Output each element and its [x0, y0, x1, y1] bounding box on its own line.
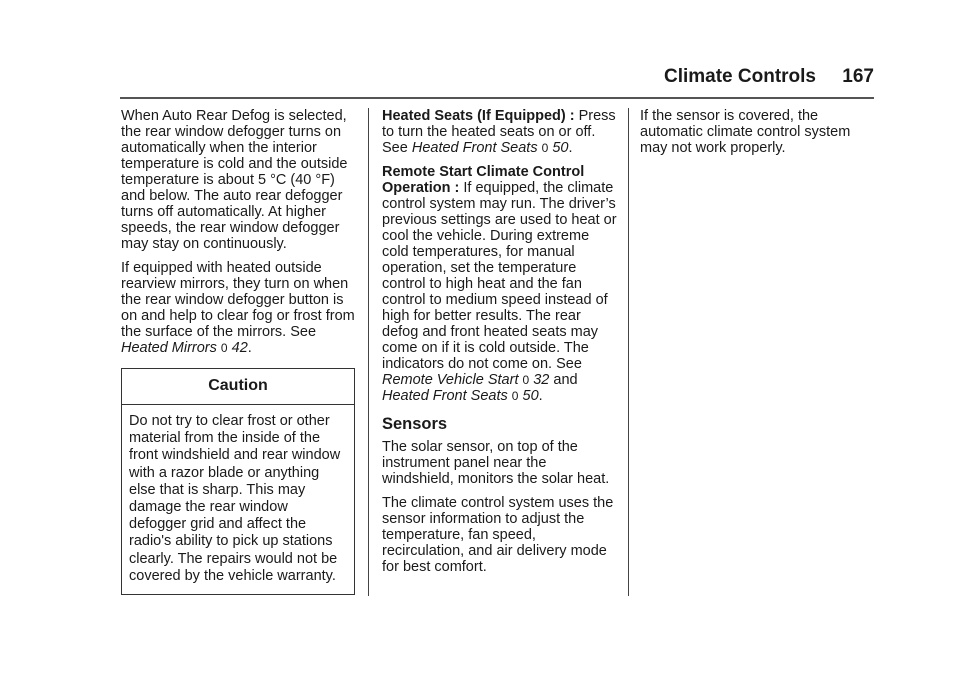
page-ref-icon: 0 — [511, 389, 519, 403]
column-left — [121, 108, 357, 595]
column-right — [640, 108, 876, 164]
remote-start-title: Remote Start Climate Control Operation : — [382, 164, 585, 196]
column-divider — [628, 108, 629, 596]
page-ref-icon: 0 — [522, 373, 530, 387]
page-header — [0, 66, 960, 96]
heated-mirrors-text: If equipped with heated outside rearview mirrors, they turn on when the rear window defogger button is on and help to clear fog or frost from the surface of the mirrors. See — [121, 260, 355, 340]
section-title: Climate Controls — [663, 66, 816, 87]
period: . — [568, 140, 573, 156]
page-number: 167 — [842, 66, 874, 87]
page-ref-icon: 0 — [541, 141, 549, 155]
heated-front-seats-page[interactable]: 50 — [552, 140, 569, 156]
caution-box — [121, 368, 355, 595]
heated-front-seats-link[interactable]: Heated Front Seats — [411, 140, 538, 156]
sensor-info-paragraph: The climate control system uses the sensor information to adjust the temperature, fan speed, recirculation, and air delivery mode for best comfort. — [382, 495, 614, 575]
period: . — [247, 340, 252, 356]
heated-seats-text: Press to turn the heated seats on or off. See — [382, 108, 616, 156]
period: . — [538, 388, 543, 404]
remote-start-paragraph — [382, 164, 618, 404]
caution-title: Caution — [122, 369, 354, 405]
heated-mirrors-page[interactable]: 42 — [231, 340, 248, 356]
caution-body: Do not try to clear frost or other material from the inside of the front windshield and rear window with a razor blade or anything else that is sharp. This may damage the rear window defogger grid and affect the radio's ability to pick up stations clearly. The repairs would not be covered by the vehicle warranty. — [129, 413, 341, 584]
heated-seats-title: Heated Seats (If Equipped) : — [382, 108, 575, 124]
sensors-heading: Sensors — [382, 415, 448, 433]
heated-seats-paragraph — [382, 108, 618, 156]
and-text: and — [553, 372, 578, 388]
header-rule — [120, 97, 874, 99]
heated-front-seats-link-2[interactable]: Heated Front Seats — [382, 388, 508, 404]
heated-mirrors-paragraph — [121, 260, 357, 356]
column-divider — [368, 108, 369, 596]
page-ref-icon: 0 — [220, 341, 228, 355]
heated-mirrors-link[interactable]: Heated Mirrors — [121, 340, 217, 356]
solar-sensor-paragraph: The solar sensor, on top of the instrument panel near the windshield, monitors the solar heat. — [382, 439, 610, 487]
remote-vehicle-start-link[interactable]: Remote Vehicle Start — [382, 372, 519, 388]
sensor-covered-paragraph: If the sensor is covered, the automatic climate control system may not work properly. — [640, 108, 851, 156]
column-middle — [382, 108, 618, 583]
remote-start-text: If equipped, the climate control system may run. The driver’s previous settings are used to heat or cool the vehicle. During extreme cold temperatures, for manual operation, set the temperature control to high heat and the fan control to medium speed instead of high for better results. The rear defog and front heated seats may come on if it is cold outside. The indicators do not come on. See — [382, 180, 617, 372]
auto-rear-defog-paragraph: When Auto Rear Defog is selected, the rear window defogger turns on automatically when the interior temperature is cold and the outside temperature is about 5 °C (40 °F) and below. The auto rear defogger turns off automatically. At higher speeds, the rear window defogger may stay on continuously. — [121, 108, 348, 252]
heated-front-seats-page-2[interactable]: 50 — [522, 388, 539, 404]
remote-vehicle-start-page[interactable]: 32 — [533, 372, 550, 388]
